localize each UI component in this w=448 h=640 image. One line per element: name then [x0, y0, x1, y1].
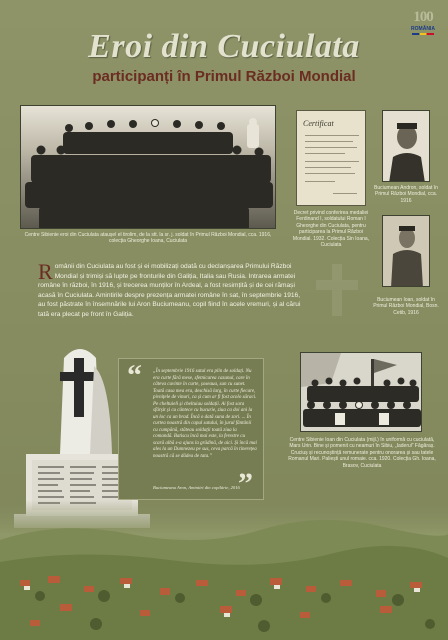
- history-text: omânii din Cuciulata au fost și ei mobilizați odată cu declanșarea Primului Război Mondial și trimiși să lupte pe fronturile din Galiția, Italia sau Rusia. Intrarea armatei române în război, în 1916, și trecerea munților în Ardeal, a fost resimțită și de cei rămași acasă în Cuciulata. Amintirile despre prezența armatei române în sat, în septembrie 1916, au fost păstrate în însemnările lui Aron Buciumeanu, copil fiind în acele vremuri, și al cărui tată era plecat pe front în Galiția.: [38, 263, 301, 318]
- quote-source: Buciumeanu Aron, Amintiri din copilărie, 2016: [153, 485, 240, 490]
- page-title: Eroi din Cuciulata: [88, 28, 360, 65]
- soldiers-photo-image: [21, 106, 276, 229]
- logo-number: 100: [413, 9, 433, 25]
- soldiers-photo-caption: Centre Sibienie eroi din Cuciulata ataușel el tirolim, de la stt. la sr. j. soldat în Primul Război Mondial, cca. 1916, colecția Gheorghe Ioana, Cuciulata: [24, 232, 272, 245]
- village-landscape: [0, 500, 448, 640]
- group-photo-caption: Centre Sibienie Ioan din Cuciulata (mijl.) în uniformă cu cuciulată, Mars Urin. Bine și pomenit cu neamuri în Sibiu, „Iaderul” Făgăraș. Cruciuș și recunoștință remunerate pentru onorarea și sau tatele Romanul Mari. Paliești unul romaie. cca. 1920. Colecția Gh. Ioana, Brasov, Cuciulata: [288, 437, 436, 469]
- portrait-andron-image: [383, 111, 430, 182]
- page-subtitle: participanți în Primul Război Mondial: [92, 68, 356, 85]
- group-photo-image: [301, 353, 422, 432]
- history-paragraph: [38, 259, 306, 319]
- memoir-quote: [118, 358, 264, 500]
- document-heading: Certificat: [303, 119, 334, 128]
- portrait-andron: [382, 110, 430, 182]
- quote-text: „În septembrie 1916 satul era plin de soldați. Nu era curte fără mese, sfetnicarea cazanul, care în câteva cuvinte în curte, șoseaua, sun cu sunet. Toată casa mea era, deschisă larg, în curte fiecare, pivnițele de vinuri, ca și cum ar fi fost acolo săraci. Pe cheltuieli și cheltuiau soldații. Ai fost sara sfârșit și cu cântece cu bucurie, ziua ca doi ani la un loc ca un brad. Încă o dată suna de zori. ... În curtea noastră din capul satului, în jurul fântânii cu cumpănă, stăteau soldații toată ziua la comandă. Batiscu încă mai este, la ferestre cu scară albă s-a ajuns la grădină, de aici. Și încă mai ales la un Dumnezeu pe sus, ceva parcă în tinerețea noastră că se dădea de tata.”: [153, 369, 257, 459]
- group-photo: [300, 352, 422, 432]
- portrait-ioan: [382, 215, 430, 287]
- portrait-ioan-image: [383, 216, 430, 287]
- decree-document: [296, 110, 366, 206]
- drop-cap: R: [38, 259, 53, 284]
- document-caption: Decret privind conferirea medaliei Ferdinand I, soldatului Roman I Gheorghe din Cuciulata, pentru participarea la Primul Război Mondial. 1932. Colecția Sin Ioana, Cuciulata: [292, 210, 370, 249]
- cross-watermark-icon: [312, 262, 362, 318]
- open-quote-icon: “: [127, 359, 142, 392]
- portrait-andron-caption: Buciumean Andron, soldat în Primul Război Mondial, cca. 1916: [374, 185, 438, 204]
- soldiers-group-photo: [20, 105, 276, 229]
- close-quote-icon: ”: [238, 467, 253, 500]
- logo-name: ROMÂNIA: [411, 26, 435, 32]
- portrait-ioan-caption: Buciumean Ioan, soldat în Primul Război Mondial, Bosn. Cetib, 1916: [373, 297, 439, 316]
